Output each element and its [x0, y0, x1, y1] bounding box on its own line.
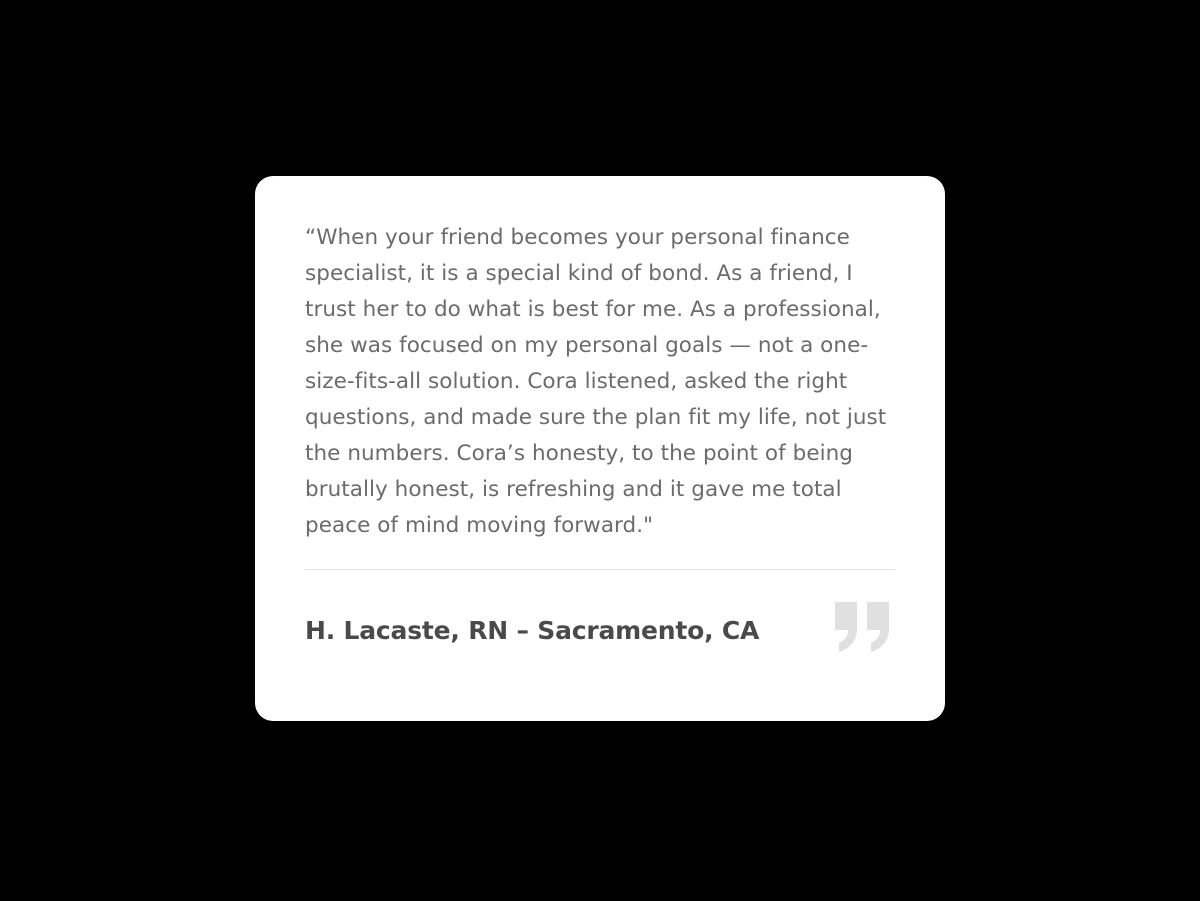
quotation-mark-icon [831, 598, 901, 668]
card-divider [305, 569, 895, 570]
attribution-row [305, 606, 895, 676]
testimonial-card [255, 176, 945, 721]
testimonial-author: H. Lacaste, RN – Sacramento, CA [305, 616, 760, 645]
testimonial-quote-text: “When your friend becomes your personal finance specialist, it is a special kind of bond. As a friend, I trust her to do what is best for me. As a professional, she was focused on my personal goals — not a one-size-fits-all solution. Cora listened, asked the right questions, and made sure the plan fit my life, not just the numbers. Cora’s honesty, to the point of being brutally honest, is refreshing and it gave me total peace of mind moving forward." [305, 225, 887, 538]
